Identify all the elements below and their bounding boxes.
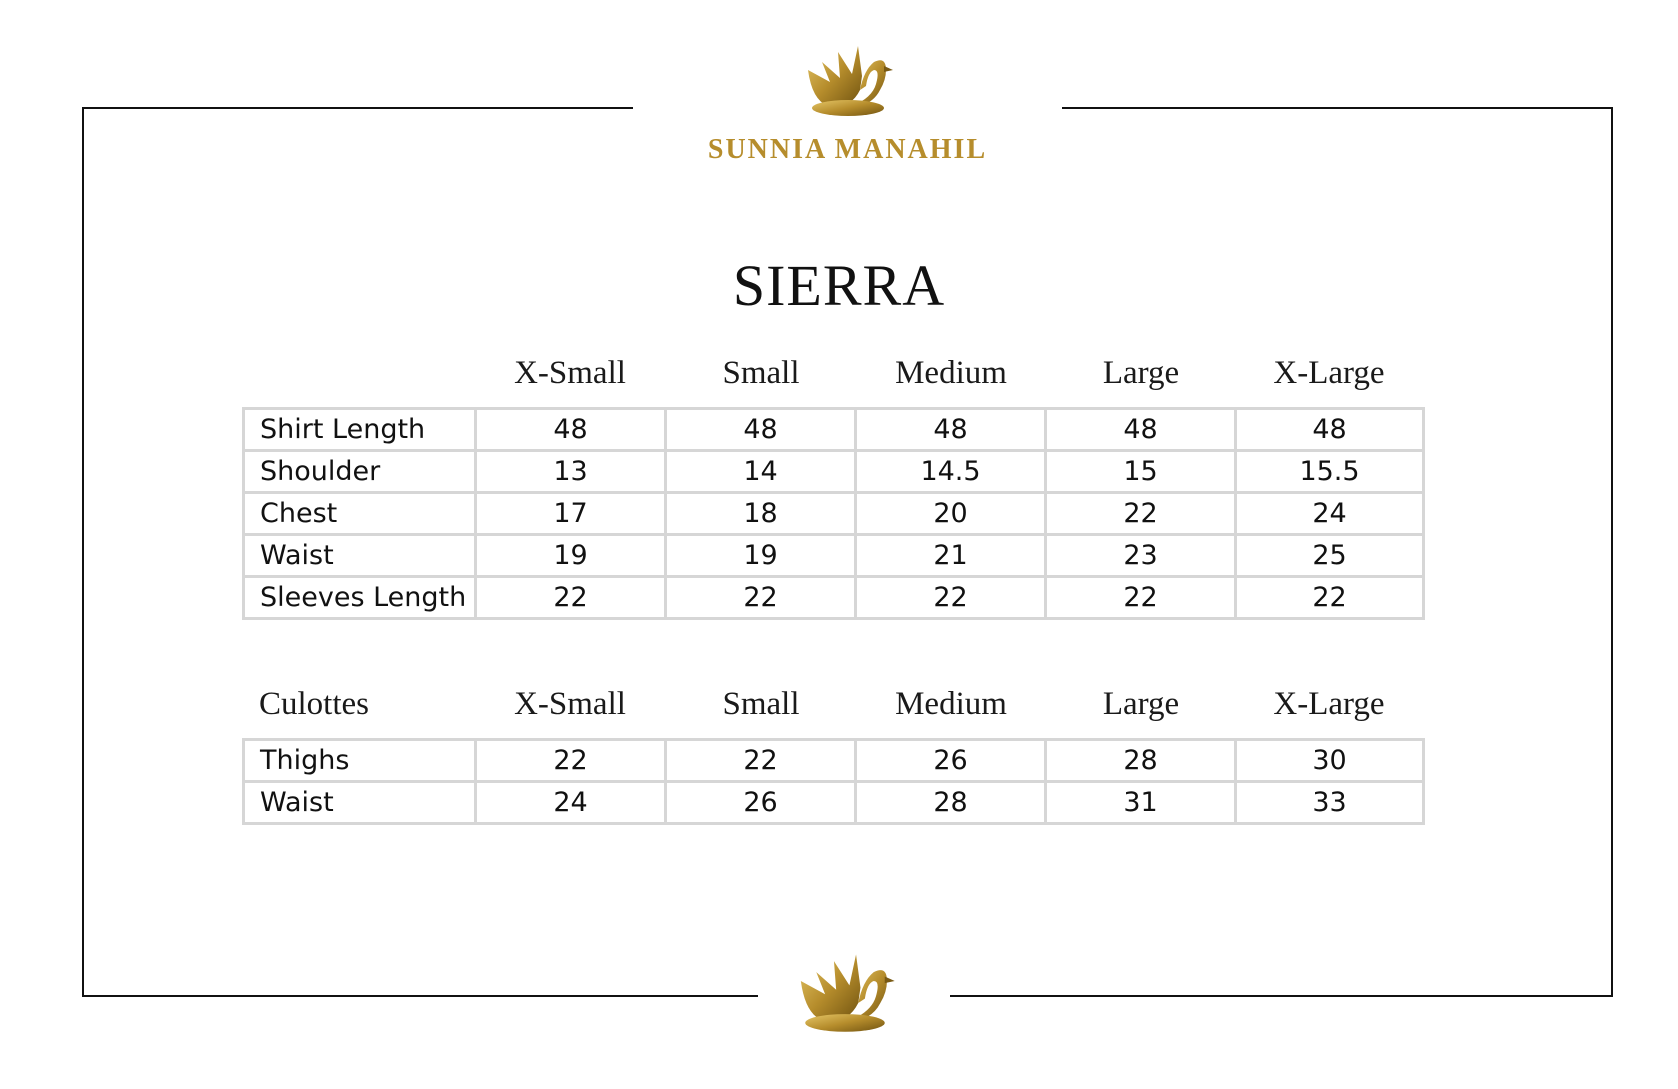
cell-value: 19 [666,535,856,577]
cell-value: 22 [476,577,666,619]
frame-top-right [1062,107,1613,109]
cell-value: 22 [856,577,1046,619]
table-row [244,409,1424,451]
culottes-heading: Culottes [259,686,370,722]
frame-top-left [82,107,633,109]
footer-logo [790,944,900,1040]
cell-value: 26 [666,782,856,824]
cell-value: 25 [1236,535,1424,577]
brand-logo [639,40,1056,166]
cell-value: 20 [856,493,1046,535]
shirt-col-xsmall: X-Small [514,355,626,391]
cell-value: 23 [1046,535,1236,577]
row-label: Thighs [244,740,476,782]
cell-value: 48 [666,409,856,451]
shirt-size-table [242,407,1425,620]
cell-value: 48 [476,409,666,451]
cell-value: 48 [1236,409,1424,451]
row-label: Waist [244,535,476,577]
culottes-col-small: Small [722,686,800,722]
row-label: Chest [244,493,476,535]
cell-value: 22 [476,740,666,782]
cell-value: 21 [856,535,1046,577]
frame-bottom-left [82,995,758,997]
frame-bottom-right [950,995,1613,997]
shirt-col-xlarge: X-Large [1273,355,1385,391]
cell-value: 31 [1046,782,1236,824]
cell-value: 30 [1236,740,1424,782]
frame-right [1611,107,1613,997]
cell-value: 48 [856,409,1046,451]
cell-value: 15.5 [1236,451,1424,493]
culottes-col-large: Large [1102,686,1180,722]
cell-value: 15 [1046,451,1236,493]
culottes-col-medium: Medium [895,686,1007,722]
cell-value: 24 [1236,493,1424,535]
frame-left [82,107,84,997]
swan-icon [800,40,896,120]
cell-value: 19 [476,535,666,577]
culottes-col-xsmall: X-Small [514,686,626,722]
culottes-size-table [242,738,1425,825]
cell-value: 22 [666,577,856,619]
brand-name: SUNNIA MANAHIL [707,134,988,165]
cell-value: 14 [666,451,856,493]
cell-value: 24 [476,782,666,824]
cell-value: 33 [1236,782,1424,824]
shirt-col-large: Large [1102,355,1180,391]
cell-value: 14.5 [856,451,1046,493]
cell-value: 22 [1046,577,1236,619]
cell-value: 22 [1046,493,1236,535]
table-row [244,740,1424,782]
shirt-col-medium: Medium [895,355,1007,391]
table-row [244,493,1424,535]
row-label: Waist [244,782,476,824]
row-label: Shirt Length [244,409,476,451]
table-row [244,535,1424,577]
table-row [244,577,1424,619]
cell-value: 22 [666,740,856,782]
shirt-col-small: Small [722,355,800,391]
cell-value: 22 [1236,577,1424,619]
cell-value: 28 [1046,740,1236,782]
cell-value: 48 [1046,409,1236,451]
table-row [244,451,1424,493]
table-row [244,782,1424,824]
cell-value: 26 [856,740,1046,782]
cell-value: 13 [476,451,666,493]
row-label: Sleeves Length [244,577,476,619]
culottes-col-xlarge: X-Large [1273,686,1385,722]
cell-value: 28 [856,782,1046,824]
page-title: SIERRA [732,253,946,318]
cell-value: 18 [666,493,856,535]
cell-value: 17 [476,493,666,535]
swan-icon [792,944,898,1040]
row-label: Shoulder [244,451,476,493]
